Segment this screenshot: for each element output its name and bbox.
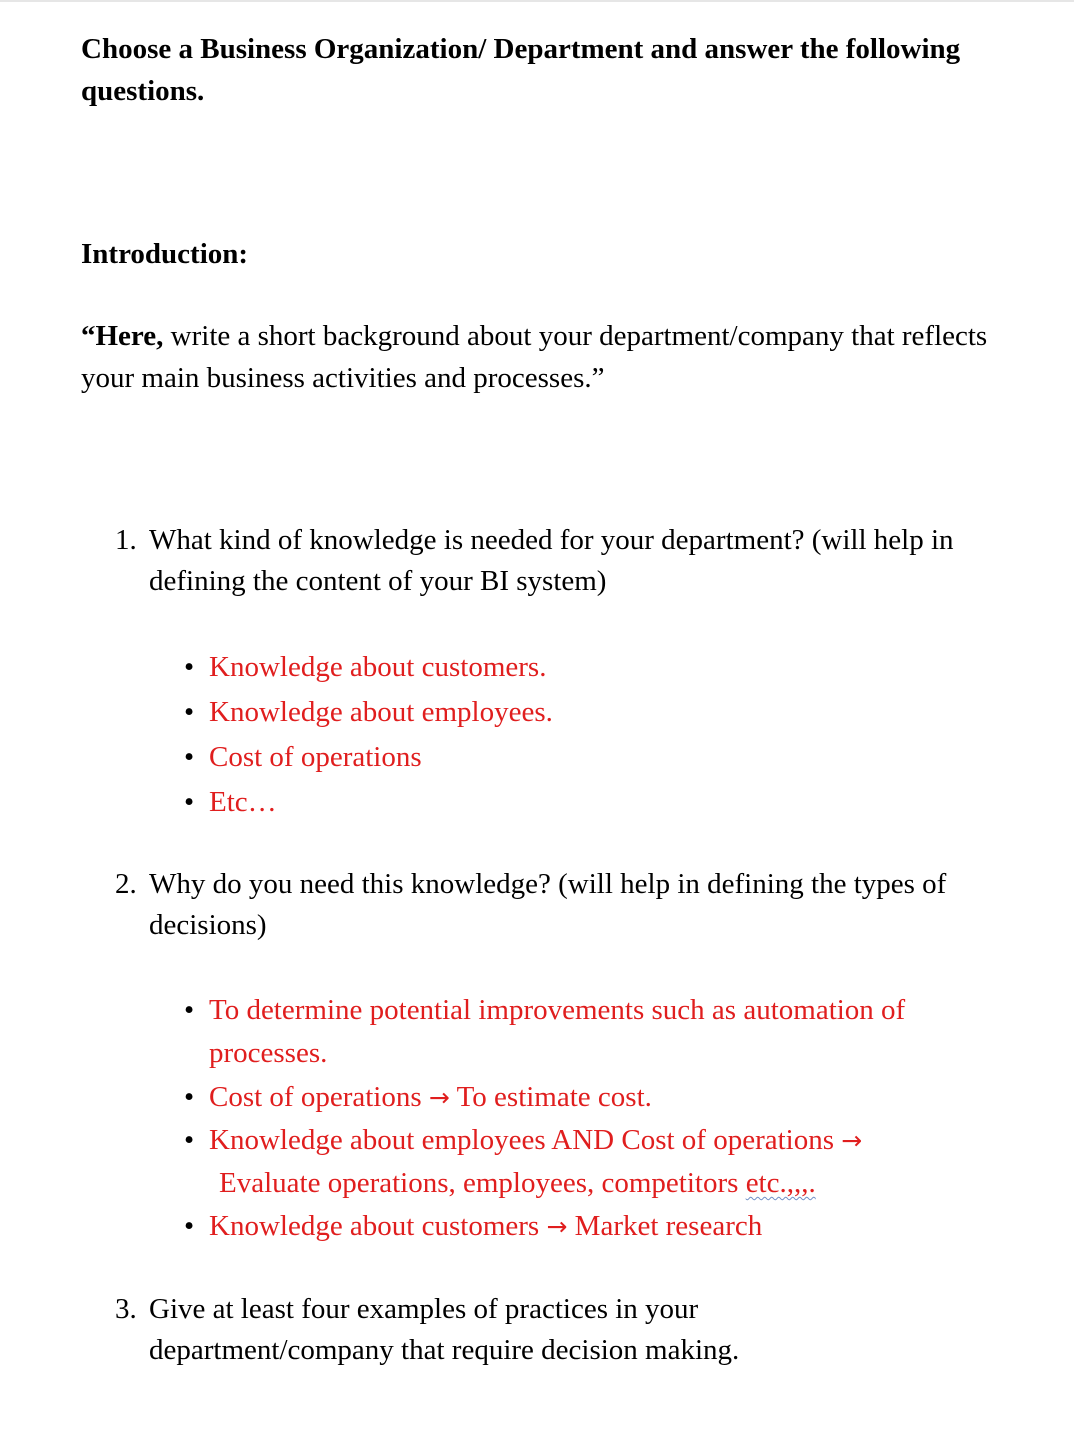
question-1-text: What kind of knowledge is needed for your department? (will help in defining the content of your BI system) — [149, 524, 954, 597]
bullet-icon: • — [184, 1081, 195, 1113]
question-2 — [115, 864, 1015, 946]
page-top-border — [0, 0, 1074, 2]
list-item: • Knowledge about customers. — [184, 645, 984, 690]
bullet-icon: • — [184, 1124, 195, 1156]
question-2-number: 2. — [115, 868, 137, 900]
question-2-answers — [184, 989, 1004, 1248]
introduction-heading: Introduction: — [81, 238, 249, 270]
list-item: • Cost of operations — [184, 735, 984, 780]
arrow-right-icon: → — [546, 1212, 568, 1241]
bullet-icon: • — [184, 1210, 195, 1242]
bullet-icon: • — [184, 994, 195, 1026]
list-item: • To determine potential improvements such as automation of processes. — [184, 989, 1004, 1075]
introduction-text — [81, 315, 1011, 399]
bullet-icon: • — [184, 651, 195, 683]
list-item: • Knowledge about customers → Market research — [184, 1205, 1004, 1248]
question-1-number: 1. — [115, 524, 137, 556]
spellcheck-underline: etc.,,,. — [745, 1167, 816, 1199]
page-title: Choose a Business Organization/ Department and answer the following questions. — [81, 33, 961, 107]
list-item: • Etc… — [184, 780, 984, 825]
question-3-number: 3. — [115, 1293, 137, 1325]
list-item: • Knowledge about employees AND Cost of operations → Evaluate operations, employees, competitors etc.,,,. — [184, 1119, 1004, 1205]
question-2-text: Why do you need this knowledge? (will help in defining the types of decisions) — [149, 868, 947, 941]
list-item: • Knowledge about employees. — [184, 690, 984, 735]
question-1-answers — [184, 645, 984, 825]
bullet-icon: • — [184, 786, 195, 818]
list-item: • Cost of operations → To estimate cost. — [184, 1076, 1004, 1119]
bullet-icon: • — [184, 696, 195, 728]
introduction-text-rest: write a short background about your department/company that reflects your main business activities and processes.” — [81, 320, 988, 394]
bullet-icon: • — [184, 741, 195, 773]
introduction-text-bold: “Here, — [81, 320, 164, 352]
question-1 — [115, 520, 975, 602]
question-3-text: Give at least four examples of practices in your department/company that require decision making. — [149, 1293, 740, 1366]
question-3 — [115, 1289, 815, 1371]
arrow-right-icon: → — [428, 1083, 450, 1112]
arrow-right-icon: → — [841, 1126, 863, 1155]
